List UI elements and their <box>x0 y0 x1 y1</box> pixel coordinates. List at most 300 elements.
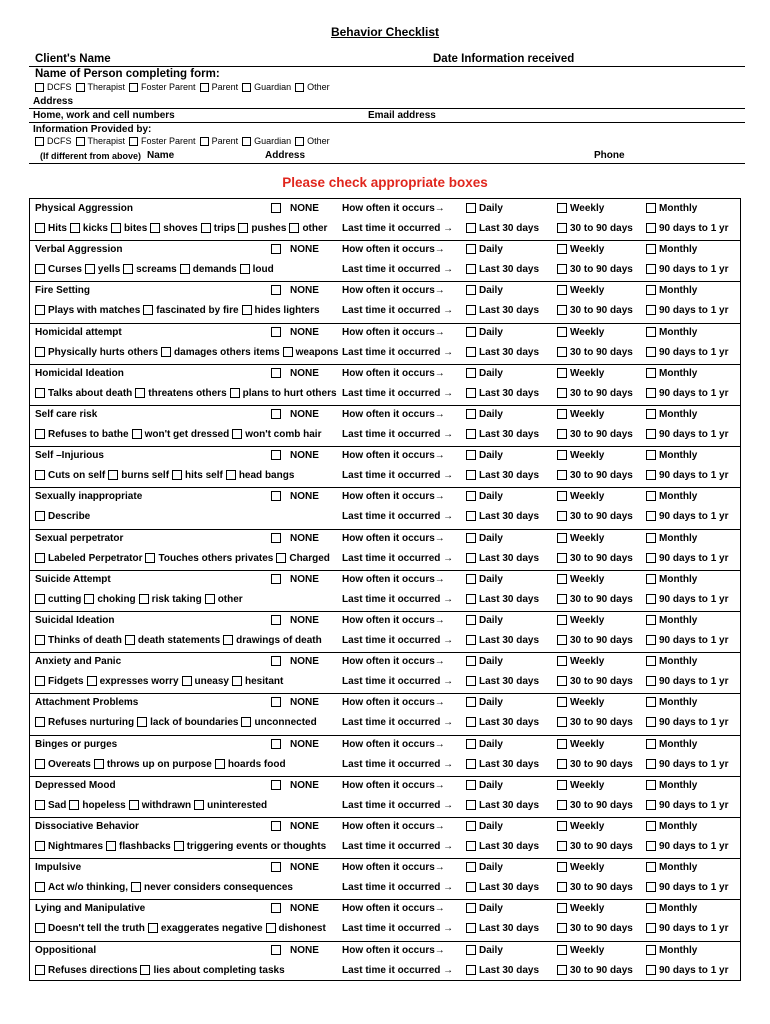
example-checkbox[interactable] <box>35 347 45 357</box>
d30to90-option <box>557 589 633 609</box>
behavior-category: Self care risk <box>35 408 98 420</box>
example-checkbox[interactable] <box>172 470 182 480</box>
daily-checkbox[interactable] <box>466 327 476 337</box>
daily-checkbox[interactable] <box>466 821 476 831</box>
behavior-detail-row <box>30 383 740 403</box>
none-checkbox[interactable] <box>271 739 281 749</box>
example-checkbox[interactable] <box>215 759 225 769</box>
d30to90-label: 30 to 90 days <box>570 881 633 893</box>
last30-checkbox[interactable] <box>466 841 476 851</box>
example-label: Labeled Perpetrator <box>48 552 143 564</box>
completer-role-checkbox[interactable] <box>35 83 44 92</box>
weekly-checkbox[interactable] <box>557 821 567 831</box>
d30to90-checkbox[interactable] <box>557 388 567 398</box>
last30-label: Last 30 days <box>479 922 540 934</box>
d90to1yr-checkbox[interactable] <box>646 717 656 727</box>
monthly-checkbox[interactable] <box>646 327 656 337</box>
example-checkbox[interactable] <box>111 223 121 233</box>
weekly-checkbox[interactable] <box>557 409 567 419</box>
behavior-row <box>30 857 740 877</box>
monthly-checkbox[interactable] <box>646 450 656 460</box>
example-checkbox[interactable] <box>241 717 251 727</box>
weekly-checkbox[interactable] <box>557 574 567 584</box>
example-checkbox[interactable] <box>35 470 45 480</box>
d90to1yr-checkbox[interactable] <box>646 553 656 563</box>
monthly-checkbox[interactable] <box>646 203 656 213</box>
example-checkbox[interactable] <box>161 347 171 357</box>
weekly-checkbox[interactable] <box>557 945 567 955</box>
behavior-category: Attachment Problems <box>35 696 139 708</box>
behavior-category: Anxiety and Panic <box>35 655 122 667</box>
weekly-checkbox[interactable] <box>557 697 567 707</box>
example-checkbox[interactable] <box>182 676 192 686</box>
divider <box>29 66 745 67</box>
d90to1yr-label: 90 days to 1 yr <box>659 716 729 728</box>
monthly-checkbox[interactable] <box>646 862 656 872</box>
behavior-category: Suicide Attempt <box>35 573 111 585</box>
last30-checkbox[interactable] <box>466 347 476 357</box>
example-checkbox[interactable] <box>131 882 141 892</box>
completer-role-checkbox[interactable] <box>129 83 138 92</box>
example-checkbox[interactable] <box>35 965 45 975</box>
none-checkbox[interactable] <box>271 327 281 337</box>
last30-option <box>466 424 539 444</box>
example-checkbox[interactable] <box>108 470 118 480</box>
weekly-checkbox[interactable] <box>557 862 567 872</box>
weekly-checkbox[interactable] <box>557 656 567 666</box>
weekly-checkbox[interactable] <box>557 615 567 625</box>
d30to90-option <box>557 300 633 320</box>
daily-checkbox[interactable] <box>466 203 476 213</box>
monthly-checkbox[interactable] <box>646 739 656 749</box>
how-often-label: How often it occurs→ <box>342 490 445 502</box>
example-label: Act w/o thinking, <box>48 881 128 893</box>
none-checkbox[interactable] <box>271 574 281 584</box>
example-checkbox[interactable] <box>123 264 133 274</box>
example-checkbox[interactable] <box>35 882 45 892</box>
provider-role-options <box>35 136 334 146</box>
example-option <box>35 511 90 522</box>
example-option <box>137 717 238 728</box>
example-checkbox[interactable] <box>135 388 145 398</box>
d90to1yr-checkbox[interactable] <box>646 305 656 315</box>
example-checkbox[interactable] <box>143 305 153 315</box>
d30to90-checkbox[interactable] <box>557 965 567 975</box>
none-checkbox[interactable] <box>271 862 281 872</box>
none-checkbox[interactable] <box>271 780 281 790</box>
daily-checkbox[interactable] <box>466 903 476 913</box>
example-checkbox[interactable] <box>35 594 45 604</box>
weekly-option <box>557 651 604 671</box>
d30to90-checkbox[interactable] <box>557 923 567 933</box>
last30-option <box>466 548 539 568</box>
daily-checkbox[interactable] <box>466 368 476 378</box>
provider-role-checkbox[interactable] <box>129 137 138 146</box>
provider-role-checkbox[interactable] <box>295 137 304 146</box>
weekly-checkbox[interactable] <box>557 739 567 749</box>
completer-role-checkbox[interactable] <box>200 83 209 92</box>
monthly-checkbox[interactable] <box>646 244 656 254</box>
example-label: Touches others privates <box>158 552 274 564</box>
example-checkbox[interactable] <box>35 676 45 686</box>
none-option <box>271 363 319 383</box>
monthly-label: Monthly <box>659 326 698 338</box>
last30-checkbox[interactable] <box>466 965 476 975</box>
daily-checkbox[interactable] <box>466 533 476 543</box>
behavior-detail-row <box>30 218 740 238</box>
d90to1yr-checkbox[interactable] <box>646 635 656 645</box>
daily-checkbox[interactable] <box>466 285 476 295</box>
last30-checkbox[interactable] <box>466 470 476 480</box>
example-label: hoards food <box>227 758 286 770</box>
last30-option <box>466 712 539 732</box>
d30to90-checkbox[interactable] <box>557 635 567 645</box>
completer-role-checkbox[interactable] <box>242 83 251 92</box>
weekly-option <box>557 528 604 548</box>
none-checkbox[interactable] <box>271 821 281 831</box>
d90to1yr-checkbox[interactable] <box>646 511 656 521</box>
daily-checkbox[interactable] <box>466 862 476 872</box>
example-label: hesitant <box>244 675 284 687</box>
monthly-checkbox[interactable] <box>646 780 656 790</box>
last30-checkbox[interactable] <box>466 676 476 686</box>
d30to90-checkbox[interactable] <box>557 429 567 439</box>
last30-checkbox[interactable] <box>466 635 476 645</box>
d90to1yr-checkbox[interactable] <box>646 429 656 439</box>
none-label: NONE <box>290 902 319 914</box>
d90to1yr-label: 90 days to 1 yr <box>659 675 729 687</box>
d30to90-label: 30 to 90 days <box>570 922 633 934</box>
last30-label: Last 30 days <box>479 387 540 399</box>
none-option <box>271 610 319 630</box>
example-checkbox[interactable] <box>223 635 233 645</box>
example-checkbox[interactable] <box>240 264 250 274</box>
example-checkbox[interactable] <box>139 594 149 604</box>
daily-label: Daily <box>479 655 503 667</box>
none-checkbox[interactable] <box>271 656 281 666</box>
last30-checkbox[interactable] <box>466 717 476 727</box>
weekly-option <box>557 322 604 342</box>
example-checkbox[interactable] <box>129 800 139 810</box>
completer-role-checkbox[interactable] <box>295 83 304 92</box>
example-checkbox[interactable] <box>35 264 45 274</box>
weekly-checkbox[interactable] <box>557 780 567 790</box>
last30-checkbox[interactable] <box>466 223 476 233</box>
example-option <box>161 347 280 358</box>
example-checkbox[interactable] <box>232 676 242 686</box>
weekly-checkbox[interactable] <box>557 244 567 254</box>
example-checkbox[interactable] <box>35 511 45 521</box>
d90to1yr-checkbox[interactable] <box>646 676 656 686</box>
monthly-checkbox[interactable] <box>646 945 656 955</box>
last30-label: Last 30 days <box>479 510 540 522</box>
last30-checkbox[interactable] <box>466 553 476 563</box>
weekly-checkbox[interactable] <box>557 903 567 913</box>
example-checkbox[interactable] <box>205 594 215 604</box>
daily-option <box>466 734 503 754</box>
weekly-checkbox[interactable] <box>557 203 567 213</box>
last30-checkbox[interactable] <box>466 305 476 315</box>
d30to90-checkbox[interactable] <box>557 841 567 851</box>
daily-checkbox[interactable] <box>466 409 476 419</box>
monthly-label: Monthly <box>659 284 698 296</box>
example-checkbox[interactable] <box>150 223 160 233</box>
example-checkbox[interactable] <box>238 223 248 233</box>
none-checkbox[interactable] <box>271 244 281 254</box>
d30to90-checkbox[interactable] <box>557 305 567 315</box>
last30-checkbox[interactable] <box>466 511 476 521</box>
example-checkbox[interactable] <box>283 347 293 357</box>
weekly-label: Weekly <box>570 738 605 750</box>
behavior-category: Sexual perpetrator <box>35 532 124 544</box>
example-checkbox[interactable] <box>69 800 79 810</box>
example-checkbox[interactable] <box>180 264 190 274</box>
monthly-label: Monthly <box>659 573 698 585</box>
monthly-option <box>646 528 697 548</box>
example-checkbox[interactable] <box>230 388 240 398</box>
example-checkbox[interactable] <box>132 429 142 439</box>
d30to90-checkbox[interactable] <box>557 800 567 810</box>
example-checkbox[interactable] <box>226 470 236 480</box>
example-checkbox[interactable] <box>35 800 45 810</box>
none-checkbox[interactable] <box>271 203 281 213</box>
example-option <box>148 923 263 934</box>
example-checkbox[interactable] <box>194 800 204 810</box>
d90to1yr-option <box>646 383 728 403</box>
example-checkbox[interactable] <box>125 635 135 645</box>
example-checkbox[interactable] <box>35 717 45 727</box>
none-option <box>271 816 319 836</box>
example-checkbox[interactable] <box>137 717 147 727</box>
example-checkbox[interactable] <box>201 223 211 233</box>
d30to90-checkbox[interactable] <box>557 594 567 604</box>
behavior-examples <box>35 300 323 320</box>
provider-role-checkbox[interactable] <box>200 137 209 146</box>
how-often-label: How often it occurs→ <box>342 820 445 832</box>
none-checkbox[interactable] <box>271 697 281 707</box>
monthly-checkbox[interactable] <box>646 574 656 584</box>
example-checkbox[interactable] <box>242 305 252 315</box>
example-checkbox[interactable] <box>35 388 45 398</box>
daily-checkbox[interactable] <box>466 574 476 584</box>
example-checkbox[interactable] <box>140 965 150 975</box>
last-time-label: Last time it occurred → <box>342 346 454 358</box>
example-option <box>140 965 284 976</box>
monthly-checkbox[interactable] <box>646 368 656 378</box>
example-label: Talks about death <box>48 387 133 399</box>
last-time-label: Last time it occurred → <box>342 593 454 605</box>
none-checkbox[interactable] <box>271 491 281 501</box>
d30to90-checkbox[interactable] <box>557 470 567 480</box>
none-label: NONE <box>290 738 319 750</box>
monthly-checkbox[interactable] <box>646 533 656 543</box>
provider-role-checkbox[interactable] <box>76 137 85 146</box>
monthly-checkbox[interactable] <box>646 491 656 501</box>
example-option <box>35 717 134 728</box>
d90to1yr-checkbox[interactable] <box>646 800 656 810</box>
behavior-detail-row <box>30 424 740 444</box>
weekly-label: Weekly <box>570 532 605 544</box>
example-checkbox[interactable] <box>148 923 158 933</box>
weekly-checkbox[interactable] <box>557 368 567 378</box>
example-checkbox[interactable] <box>70 223 80 233</box>
monthly-option <box>646 651 697 671</box>
none-checkbox[interactable] <box>271 368 281 378</box>
d30to90-checkbox[interactable] <box>557 223 567 233</box>
d90to1yr-checkbox[interactable] <box>646 882 656 892</box>
last30-checkbox[interactable] <box>466 429 476 439</box>
d90to1yr-checkbox[interactable] <box>646 470 656 480</box>
d90to1yr-checkbox[interactable] <box>646 347 656 357</box>
daily-checkbox[interactable] <box>466 739 476 749</box>
none-checkbox[interactable] <box>271 615 281 625</box>
example-checkbox[interactable] <box>87 676 97 686</box>
example-checkbox[interactable] <box>35 429 45 439</box>
d90to1yr-label: 90 days to 1 yr <box>659 799 729 811</box>
daily-checkbox[interactable] <box>466 780 476 790</box>
weekly-checkbox[interactable] <box>557 327 567 337</box>
provider-role-label: Guardian <box>254 136 292 146</box>
monthly-label: Monthly <box>659 449 698 461</box>
d30to90-checkbox[interactable] <box>557 676 567 686</box>
last30-checkbox[interactable] <box>466 923 476 933</box>
none-label: NONE <box>290 779 319 791</box>
d30to90-checkbox[interactable] <box>557 347 567 357</box>
d90to1yr-checkbox[interactable] <box>646 923 656 933</box>
d30to90-checkbox[interactable] <box>557 717 567 727</box>
example-label: threatens others <box>148 387 227 399</box>
weekly-option <box>557 816 604 836</box>
example-checkbox[interactable] <box>35 553 45 563</box>
behavior-examples <box>35 548 333 568</box>
example-option <box>69 800 125 811</box>
d30to90-label: 30 to 90 days <box>570 346 633 358</box>
daily-option <box>466 404 503 424</box>
completer-role-label: Other <box>307 82 330 92</box>
d30to90-checkbox[interactable] <box>557 553 567 563</box>
daily-checkbox[interactable] <box>466 945 476 955</box>
example-option <box>131 882 293 893</box>
d90to1yr-checkbox[interactable] <box>646 223 656 233</box>
provider-role-checkbox[interactable] <box>242 137 251 146</box>
monthly-checkbox[interactable] <box>646 656 656 666</box>
last30-checkbox[interactable] <box>466 800 476 810</box>
last-time-label: Last time it occurred → <box>342 428 454 440</box>
monthly-checkbox[interactable] <box>646 615 656 625</box>
daily-checkbox[interactable] <box>466 656 476 666</box>
example-checkbox[interactable] <box>85 264 95 274</box>
example-option <box>139 594 202 605</box>
last30-checkbox[interactable] <box>466 594 476 604</box>
last30-checkbox[interactable] <box>466 759 476 769</box>
daily-checkbox[interactable] <box>466 244 476 254</box>
monthly-label: Monthly <box>659 614 698 626</box>
provider-role-label: Therapist <box>87 136 126 146</box>
weekly-checkbox[interactable] <box>557 450 567 460</box>
behavior-detail-row <box>30 671 740 691</box>
weekly-option <box>557 198 604 218</box>
how-often-label: How often it occurs→ <box>342 573 445 585</box>
behavior-row <box>30 898 740 918</box>
last30-checkbox[interactable] <box>466 388 476 398</box>
example-checkbox[interactable] <box>35 759 45 769</box>
d90to1yr-checkbox[interactable] <box>646 388 656 398</box>
example-checkbox[interactable] <box>35 223 45 233</box>
last30-option <box>466 630 539 650</box>
example-checkbox[interactable] <box>35 841 45 851</box>
example-checkbox[interactable] <box>276 553 286 563</box>
d90to1yr-label: 90 days to 1 yr <box>659 222 729 234</box>
weekly-checkbox[interactable] <box>557 533 567 543</box>
d30to90-option <box>557 671 633 691</box>
none-checkbox[interactable] <box>271 409 281 419</box>
none-checkbox[interactable] <box>271 903 281 913</box>
example-checkbox[interactable] <box>266 923 276 933</box>
none-checkbox[interactable] <box>271 450 281 460</box>
none-checkbox[interactable] <box>271 533 281 543</box>
monthly-checkbox[interactable] <box>646 697 656 707</box>
example-checkbox[interactable] <box>94 759 104 769</box>
none-checkbox[interactable] <box>271 285 281 295</box>
example-checkbox[interactable] <box>106 841 116 851</box>
example-checkbox[interactable] <box>35 923 45 933</box>
d90to1yr-checkbox[interactable] <box>646 264 656 274</box>
weekly-checkbox[interactable] <box>557 491 567 501</box>
behavior-examples <box>35 960 288 980</box>
last30-checkbox[interactable] <box>466 264 476 274</box>
example-checkbox[interactable] <box>35 305 45 315</box>
daily-checkbox[interactable] <box>466 450 476 460</box>
none-checkbox[interactable] <box>271 945 281 955</box>
d30to90-checkbox[interactable] <box>557 882 567 892</box>
completer-role-checkbox[interactable] <box>76 83 85 92</box>
daily-checkbox[interactable] <box>466 697 476 707</box>
example-checkbox[interactable] <box>35 635 45 645</box>
d30to90-checkbox[interactable] <box>557 264 567 274</box>
weekly-option <box>557 239 604 259</box>
example-checkbox[interactable] <box>232 429 242 439</box>
example-option <box>201 223 236 234</box>
behavior-category: Binges or purges <box>35 738 118 750</box>
example-label: Refuses directions <box>48 964 138 976</box>
monthly-checkbox[interactable] <box>646 285 656 295</box>
monthly-checkbox[interactable] <box>646 821 656 831</box>
monthly-checkbox[interactable] <box>646 903 656 913</box>
behavior-detail-row <box>30 918 740 938</box>
monthly-option <box>646 692 697 712</box>
d30to90-checkbox[interactable] <box>557 511 567 521</box>
none-option <box>271 651 319 671</box>
weekly-checkbox[interactable] <box>557 285 567 295</box>
example-checkbox[interactable] <box>289 223 299 233</box>
d90to1yr-checkbox[interactable] <box>646 965 656 975</box>
example-checkbox[interactable] <box>174 841 184 851</box>
daily-checkbox[interactable] <box>466 615 476 625</box>
provider-role-checkbox[interactable] <box>35 137 44 146</box>
d30to90-checkbox[interactable] <box>557 759 567 769</box>
behavior-row <box>30 363 740 383</box>
daily-checkbox[interactable] <box>466 491 476 501</box>
d90to1yr-checkbox[interactable] <box>646 841 656 851</box>
example-checkbox[interactable] <box>84 594 94 604</box>
d90to1yr-checkbox[interactable] <box>646 594 656 604</box>
example-checkbox[interactable] <box>145 553 155 563</box>
last30-checkbox[interactable] <box>466 882 476 892</box>
last30-option <box>466 960 539 980</box>
d90to1yr-label: 90 days to 1 yr <box>659 881 729 893</box>
d90to1yr-checkbox[interactable] <box>646 759 656 769</box>
monthly-checkbox[interactable] <box>646 409 656 419</box>
